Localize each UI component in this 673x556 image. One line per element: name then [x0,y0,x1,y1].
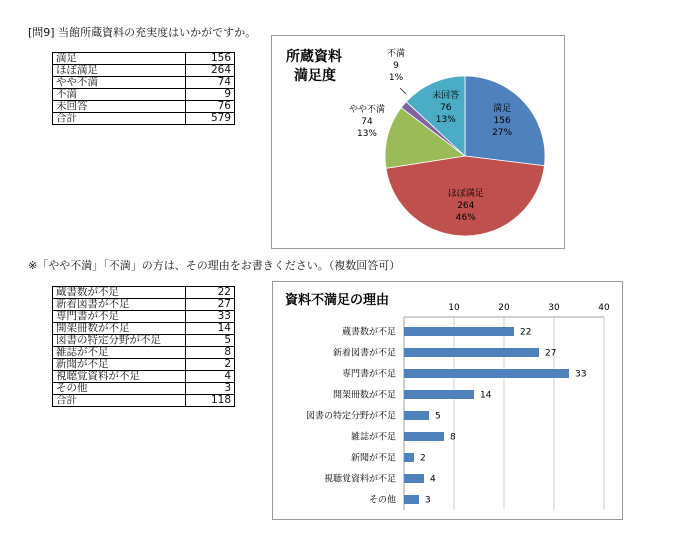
pie-slice-value: 156 [493,116,511,127]
satisfaction-pie-chart [272,36,564,248]
bar [404,411,429,420]
reasons-table-value-cell: 2 [186,359,235,371]
satisfaction-table-value-cell: 264 [186,65,235,77]
reasons-table-row [53,371,235,383]
pie-slice-value: 76 [440,103,452,113]
bar-value-label: 8 [450,432,456,443]
bar [404,348,539,357]
pie-slice-label: やや不満 [348,105,386,115]
bar-category-label: 雑誌が不足 [350,432,396,443]
reasons-table-value-cell: 5 [186,335,235,347]
satisfaction-table-row [53,89,235,101]
satisfaction-table-label-cell: やや不満 [53,77,186,89]
bar [404,495,419,504]
pie-title-line1: 所蔵資料 [286,49,342,65]
bar [404,474,424,483]
reasons-table-row [53,359,235,371]
bar-value-label: 22 [520,327,532,338]
bar-tick-label: 20 [498,303,510,313]
satisfaction-table-label-cell: 満足 [53,53,186,65]
pie-slice-label: ほぼ満足 [447,189,484,199]
reasons-table-label-cell: 開架冊数が不足 [53,323,186,335]
reasons-table-row [53,383,235,395]
satisfaction-table-row [53,65,235,77]
reasons-table-value-cell: 33 [186,311,235,323]
reasons-bar-chart [273,282,622,519]
reasons-table-row [53,347,235,359]
bar-tick-label: 30 [548,303,560,313]
reasons-table-label-cell: 図書の特定分野が不足 [53,335,186,347]
satisfaction-table-value-cell: 579 [186,113,235,125]
reasons-table-label-cell: 視聴覚資料が不足 [53,371,186,383]
bar-chart-frame [272,281,623,520]
pie-title-line2: 満足度 [294,68,336,84]
bar-category-label: 視聴覚資料が不足 [323,474,396,485]
pie-slice-percent: 46% [455,213,476,223]
reasons-table-row [53,395,235,407]
reasons-table-value-cell: 22 [186,287,235,299]
bar-value-label: 3 [425,495,431,506]
bar-category-label: 専門書が不足 [341,369,396,380]
pie-slice-percent: 27% [492,128,513,139]
satisfaction-table-label-cell: 合計 [53,113,186,125]
pie-slice-label: 満足 [493,104,512,115]
reasons-table-label-cell: 雑誌が不足 [53,347,186,359]
pie-slice-percent: 13% [356,129,378,139]
satisfaction-table-row [53,53,235,65]
reasons-table-value-cell: 4 [186,371,235,383]
reasons-table-row [53,323,235,335]
satisfaction-table-label-cell: ほぼ満足 [53,65,186,77]
bar-value-label: 5 [435,411,441,422]
bar-value-label: 33 [575,369,587,380]
bar-category-label: その他 [368,495,396,506]
pie-slice-label: 不満 [386,49,406,59]
pie-slice-value: 264 [457,201,475,211]
reasons-table-row [53,287,235,299]
bar-category-label: 新着図書が不足 [332,348,396,359]
bar [404,453,414,462]
reasons-table-row [53,335,235,347]
pie-slice-percent: 1% [388,73,404,83]
reasons-table-label-cell: 合計 [53,395,186,407]
bar [404,369,569,378]
bar-category-label: 図書の特定分野が不足 [305,411,396,422]
bar-value-label: 27 [545,348,557,359]
satisfaction-table-value-cell: 74 [186,77,235,89]
bar-value-label: 2 [420,453,426,464]
reasons-table-label-cell: 蔵書数が不足 [53,287,186,299]
satisfaction-table [52,52,235,125]
bar-category-label: 新聞が不足 [350,453,396,464]
bar-value-label: 14 [480,390,492,401]
reasons-table-label-cell: 専門書が不足 [53,311,186,323]
reasons-table-value-cell: 14 [186,323,235,335]
bar [404,327,514,336]
satisfaction-table-value-cell: 76 [186,101,235,113]
pie-leader-line [400,88,406,94]
reasons-table-value-cell: 27 [186,299,235,311]
pie-chart-frame [271,35,565,249]
pie-slice-value: 9 [393,61,399,71]
question-1: [問9] 当館所蔵資料の充実度はいかがですか。 [28,26,257,39]
satisfaction-table-label-cell: 未回答 [53,101,186,113]
reasons-table-value-cell: 3 [186,383,235,395]
bar-value-label: 4 [430,474,436,485]
reasons-table-label-cell: 新聞が不足 [53,359,186,371]
reasons-table-value-cell: 8 [186,347,235,359]
reasons-table-row [53,311,235,323]
reasons-table-row [53,299,235,311]
pie-slice-label: 未回答 [432,91,460,101]
reasons-table-label-cell: 新着図書が不足 [53,299,186,311]
satisfaction-table-value-cell: 9 [186,89,235,101]
satisfaction-table-value-cell: 156 [186,53,235,65]
satisfaction-table-row [53,113,235,125]
bar-category-label: 蔵書数が不足 [341,327,396,338]
question-2: ※「やや不満」「不満」の方は、その理由をお書きください。（複数回答可） [28,259,401,272]
reasons-table-label-cell: その他 [53,383,186,395]
satisfaction-table-row [53,101,235,113]
bar [404,432,444,441]
bar-chart-title: 資料不満足の理由 [285,293,390,308]
pie-slice-percent: 13% [435,115,456,125]
bar-tick-label: 10 [448,303,460,313]
reasons-table [52,286,235,407]
satisfaction-table-label-cell: 不満 [53,89,186,101]
bar-category-label: 開架冊数が不足 [332,390,396,401]
pie-slice-value: 74 [361,117,373,127]
satisfaction-table-row [53,77,235,89]
bar-tick-label: 40 [598,303,610,313]
bar [404,390,474,399]
reasons-table-value-cell: 118 [186,395,235,407]
